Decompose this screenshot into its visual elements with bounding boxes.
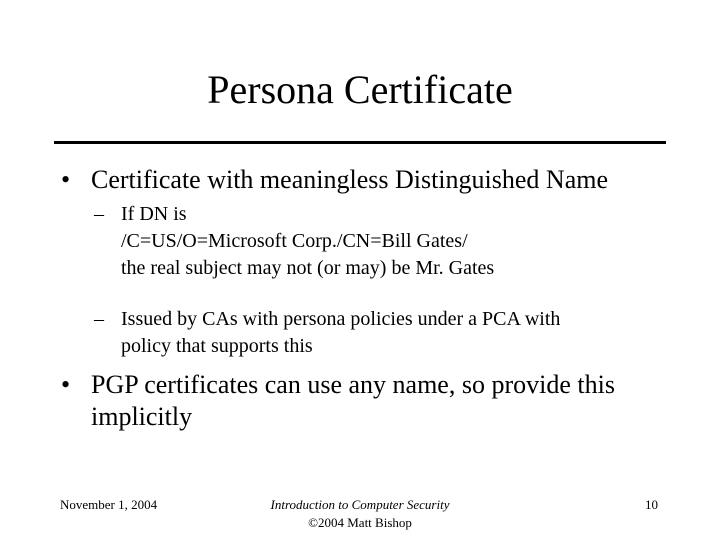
footer-copyright: ©2004 Matt Bishop: [308, 515, 412, 530]
sub-bullet-line: Issued by CAs with persona policies under a PCA with: [121, 308, 561, 330]
footer-course-title: Introduction to Computer Security: [270, 497, 450, 512]
sub-bullet-line: the real subject may not (or may) be Mr. Gates: [121, 257, 495, 279]
title-divider: [54, 141, 666, 144]
sub-bullet-text: [121, 201, 494, 282]
bullet-text: [91, 164, 608, 196]
sub-bullet-line: /C=US/O=Microsoft Corp./CN=Bill Gates/: [121, 230, 468, 252]
slide-title: Persona Certificate: [207, 67, 513, 112]
bullet-marker: •: [61, 370, 71, 399]
footer-date: November 1, 2004: [60, 497, 158, 512]
bullet-line: PGP certificates can use any name, so provide this: [91, 370, 615, 399]
footer-center: [0, 496, 720, 532]
sub-bullet-text: [121, 306, 560, 360]
footer-page-number: 10: [645, 497, 658, 512]
sub-bullet-line: If DN is: [121, 203, 187, 225]
sub-bullet-line: policy that supports this: [121, 335, 313, 357]
sub-bullet-marker: –: [94, 308, 104, 330]
bullet-line: implicitly: [91, 402, 193, 431]
bullet-marker: •: [61, 165, 71, 194]
bullet-line: Certificate with meaningless Distinguished Name: [91, 165, 608, 194]
bullet-text: [91, 369, 615, 433]
sub-bullet-marker: –: [94, 203, 104, 225]
